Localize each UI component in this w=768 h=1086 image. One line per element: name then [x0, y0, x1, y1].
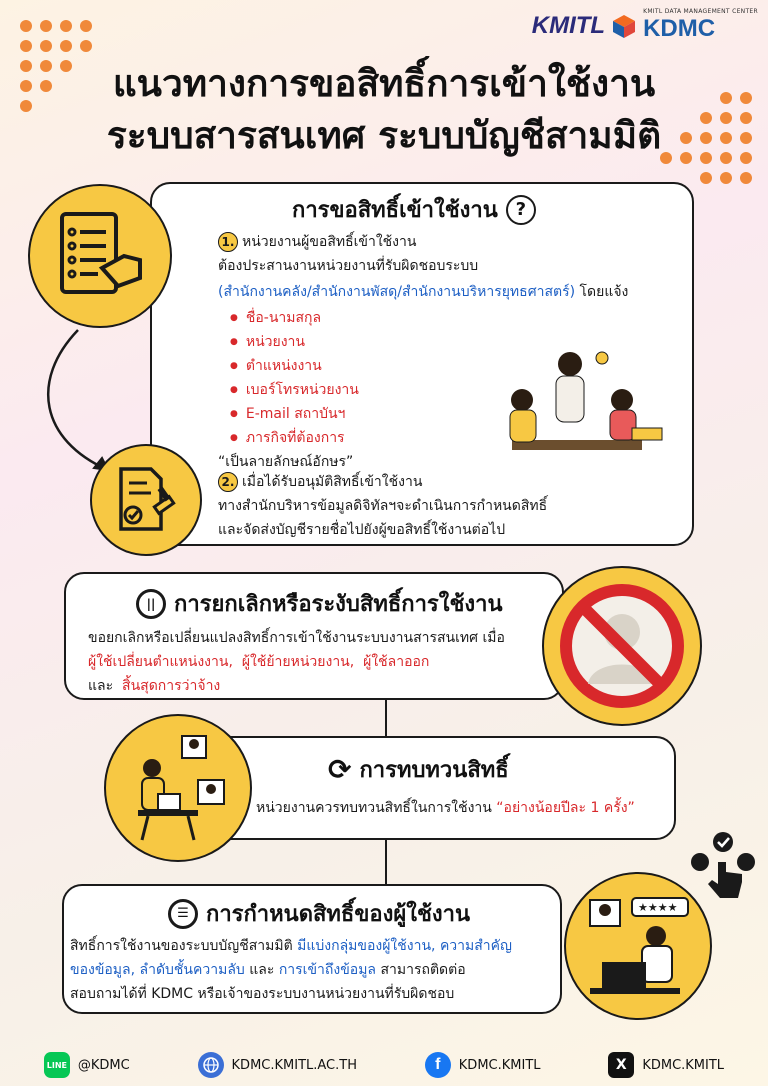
page-title: แนวทางการขอสิทธิ์การเข้าใช้งาน ระบบสารสนเทศ ระบบบัญชีสามมิติ [106, 62, 662, 157]
request-heading: การขอสิทธิ์เข้าใช้งาน ? [292, 192, 536, 227]
cancel-access-card [64, 572, 564, 700]
assign-criteria-4: ลำดับชั้นความลับ [139, 962, 245, 978]
header-logos [532, 8, 758, 43]
assign-criteria-3: ของข้อมูล, [70, 962, 136, 978]
assign-criteria-2: ความสำคัญ [439, 938, 512, 954]
list-item: ● หน่วยงาน [230, 330, 688, 354]
review-frequency: “อย่างน้อยปีละ 1 ครั้ง” [496, 800, 635, 816]
support-chat-illustration [564, 872, 712, 1020]
cancel-and: และ [88, 678, 114, 694]
step2 [218, 470, 688, 542]
document-icon [28, 184, 172, 328]
remote-meeting-illustration [104, 714, 252, 862]
footer-line[interactable]: LINE @KDMC [44, 1052, 130, 1078]
list-item: ● ตำแหน่งงาน [230, 354, 688, 378]
step1-offices: (สำนักงานคลัง/สำนักงานพัสดุ/สำนักงานบริหารยุทธศาสตร์) [218, 284, 576, 300]
step1-number: 1. [218, 232, 238, 252]
assign-body [70, 934, 560, 1006]
connector-line [385, 700, 387, 736]
footer-x[interactable]: X KDMC.KMITL [608, 1052, 724, 1078]
prohibited-user-icon [542, 566, 702, 726]
cancel-body [88, 626, 558, 698]
step2-line2: ทางสำนักบริหารข้อมูลดิจิทัลฯจะดำเนินการกำหนดสิทธิ์ [218, 498, 548, 514]
question-icon: ? [506, 195, 536, 225]
kdmc-cube-icon [611, 13, 637, 39]
cancel-heading: || การยกเลิกหรือระงับสิทธิ์การใช้งาน [136, 586, 503, 621]
review-heading: ⟳ การทบทวนสิทธิ์ [328, 752, 509, 786]
step1-title: หน่วยงานผู้ขอสิทธิ์เข้าใช้งาน [242, 234, 417, 250]
cancel-line1: ขอยกเลิกหรือเปลี่ยนแปลงสิทธิ์การเข้าใช้งานระบบงานสารสนเทศ เมื่อ [88, 630, 505, 646]
request-access-card [150, 182, 694, 546]
globe-icon [198, 1052, 224, 1078]
team-idea-illustration [492, 348, 672, 468]
review-access-card [210, 736, 676, 840]
footer-facebook[interactable]: f KDMC.KMITL [425, 1052, 541, 1078]
assign-text-3: สอบถามได้ที่ KDMC หรือเจ้าของระบบงานหน่วยงานที่รับผิดชอบ [70, 986, 455, 1002]
review-body [256, 796, 635, 820]
cancel-reason-4: สิ้นสุดการว่าจ้าง [122, 678, 221, 694]
list-item: ● ชื่อ-นามสกุล [230, 306, 688, 330]
review-text: หน่วยงานควรทบทวนสิทธิ์ในการใช้งาน [256, 800, 492, 816]
cancel-reason-1: ผู้ใช้เปลี่ยนตำแหน่งงาน, [88, 654, 233, 670]
kmitl-logo: KMITL [531, 11, 606, 39]
sync-pause-icon: || [136, 589, 166, 619]
list-item: ● E-mail สถาบันฯ [230, 402, 688, 426]
assign-heading: ☰ การกำหนดสิทธิ์ของผู้ใช้งาน [168, 896, 470, 931]
list-item: ● ภารกิจที่ต้องการ [230, 426, 688, 450]
x-icon: X [608, 1052, 634, 1078]
refresh-icon: ⟳ [328, 752, 352, 786]
approved-stamp-icon [90, 444, 202, 556]
assign-criteria-1: มีแบ่งกลุ่มของผู้ใช้งาน, [297, 938, 436, 954]
assign-and: และ [249, 962, 275, 978]
assign-text-2: สามารถติดต่อ [380, 962, 466, 978]
step2-title: เมื่อได้รับอนุมัติสิทธิ์เข้าใช้งาน [242, 474, 423, 490]
assign-access-card [62, 884, 562, 1014]
footer-website[interactable]: KDMC.KMITL.AC.TH [198, 1052, 357, 1078]
svg-text:★★★★: ★★★★ [638, 901, 678, 914]
step1-notify: โดยแจ้ง [579, 284, 629, 300]
assign-text-1: สิทธิ์การใช้งานของระบบบัญชีสามมิติ [70, 938, 293, 954]
list-item: ● เบอร์โทรหน่วยงาน [230, 378, 688, 402]
footer [0, 1052, 768, 1078]
id-card-icon: ☰ [168, 899, 198, 929]
cancel-reason-2: ผู้ใช้ย้ายหน่วยงาน, [241, 654, 355, 670]
step2-number: 2. [218, 472, 238, 492]
line-icon: LINE [44, 1052, 70, 1078]
cancel-reason-3: ผู้ใช้ลาออก [363, 654, 430, 670]
step1-line2: ต้องประสานงานหน่วยงานที่รับผิดชอบระบบ [218, 258, 479, 274]
connector-line [385, 840, 387, 884]
facebook-icon: f [425, 1052, 451, 1078]
kdmc-logo: KMITL DATA MANAGEMENT CENTER KDMC [643, 8, 758, 42]
assign-criteria-5: การเข้าถึงข้อมูล [278, 962, 377, 978]
step2-line3: และจัดส่งบัญชีรายชื่อไปยังผู้ขอสิทธิ์ใช้งานต่อไป [218, 522, 506, 538]
written-quote: “เป็นลายลักษณ์อักษร” [218, 454, 354, 470]
